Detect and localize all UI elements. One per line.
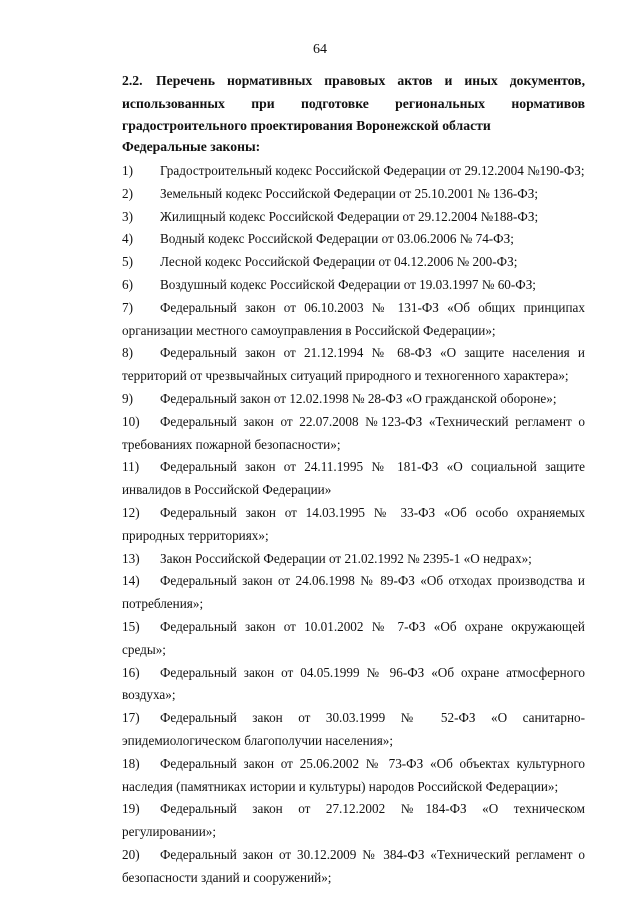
item-number: 14) [122, 573, 140, 589]
list-item [122, 274, 585, 297]
list-item [122, 502, 585, 548]
item-text: Федеральный закон от 30.03.1999 № 52-ФЗ «О санитарно-эпидемиологическом благополучии населения»; [122, 710, 585, 748]
item-number: 18) [122, 755, 140, 771]
item-number: 3) [122, 208, 133, 224]
item-number: 11) [122, 459, 140, 475]
item-number: 9) [122, 390, 133, 406]
item-number: 6) [122, 276, 133, 292]
section-title: Перечень нормативных правовых актов и иных документов, использованных при подготовке региональных нормативов градостроительного проектирования Воронежской области [122, 73, 585, 133]
item-number: 19) [122, 801, 140, 817]
item-text: Лесной кодекс Российской Федерации от 04.12.2006 № 200-ФЗ; [160, 254, 518, 270]
list-item [122, 844, 585, 890]
item-number: 17) [122, 710, 140, 726]
list-item [122, 798, 585, 844]
item-number: 10) [122, 413, 140, 429]
list-item [122, 206, 585, 229]
item-text: Воздушный кодекс Российской Федерации от 19.03.1997 № 60-ФЗ; [160, 276, 536, 292]
item-number: 15) [122, 618, 140, 634]
list-item [122, 388, 585, 411]
item-number: 5) [122, 254, 133, 270]
item-text: Федеральный закон от 06.10.2003 № 131-ФЗ «Об общих принципах организации местного самоуправления в Российской Федерации»; [122, 299, 585, 338]
item-text: Федеральный закон от 12.02.1998 № 28-ФЗ «О гражданской обороне»; [160, 390, 557, 406]
item-text: Водный кодекс Российской Федерации от 03.06.2006 № 74-ФЗ; [160, 231, 514, 247]
item-number: 1) [122, 163, 133, 178]
item-number: 13) [122, 550, 140, 566]
list-item [122, 411, 585, 457]
list-item [122, 753, 585, 799]
list-item [122, 160, 585, 183]
item-text: Градостроительный кодекс Российской Федерации от 29.12.2004 №190-ФЗ; [160, 163, 585, 178]
page-number: 64 [313, 42, 327, 57]
item-text: Федеральный закон от 27.12.2002 №184-ФЗ «О техническом регулировании»; [122, 801, 585, 840]
item-text: Федеральный закон от 25.06.2002 № 73-ФЗ «Об объектах культурного наследия (памятниках истории и культуры) народов Российской Федерации»; [122, 755, 585, 794]
item-text: Федеральный закон от 10.01.2002 № 7-ФЗ «Об охране окружающей среды»; [122, 618, 585, 657]
list-item [122, 548, 585, 571]
list-item [122, 228, 585, 251]
item-text: Жилищный кодекс Российской Федерации от 29.12.2004 №188-ФЗ; [160, 208, 539, 224]
item-text: Федеральный закон от 14.03.1995 № 33-ФЗ «Об особо охраняемых природных территориях»; [122, 504, 585, 543]
list-item [122, 251, 585, 274]
list-item [122, 183, 585, 206]
list-item [122, 297, 585, 343]
item-text: Федеральный закон от 21.12.1994 № 68-ФЗ «О защите населения и территорий от чрезвычайных ситуаций природного и техногенного характера»; [122, 345, 585, 384]
list-item [122, 707, 585, 753]
item-number: 4) [122, 231, 133, 247]
section-heading [122, 70, 585, 138]
item-text: Федеральный закон от 04.05.1999 № 96-ФЗ «Об охране атмосферного воздуха»; [122, 664, 585, 703]
item-text: Закон Российской Федерации от 21.02.1992 № 2395-1 «О недрах»; [160, 550, 532, 566]
list-item [122, 456, 585, 502]
law-list [122, 160, 585, 890]
item-number: 7) [122, 299, 133, 315]
item-text: Федеральный закон от 24.06.1998 № 89-ФЗ «Об отходах производства и потребления»; [122, 573, 585, 612]
section-number: 2.2. [122, 73, 143, 88]
list-item [122, 662, 585, 708]
item-text: Федеральный закон от 30.12.2009 № 384-ФЗ «Технический регламент о безопасности зданий и сооружений»; [122, 846, 585, 885]
item-text: Федеральный закон от 22.07.2008 №123-ФЗ «Технический регламент о требованиях пожарной безопасности»; [122, 413, 585, 452]
list-item [122, 342, 585, 388]
item-number: 16) [122, 664, 140, 680]
list-item [122, 616, 585, 662]
item-number: 20) [122, 846, 140, 862]
item-text: Федеральный закон от 24.11.1995 № 181-ФЗ «О социальной защите инвалидов в Российской Федерации» [122, 459, 585, 498]
item-number: 12) [122, 504, 140, 520]
item-number: 8) [122, 345, 133, 361]
item-number: 2) [122, 185, 133, 201]
subheading-federal-laws: Федеральные законы: [122, 139, 261, 154]
list-item [122, 570, 585, 616]
item-text: Земельный кодекс Российской Федерации от 25.10.2001 № 136-ФЗ; [160, 185, 538, 201]
